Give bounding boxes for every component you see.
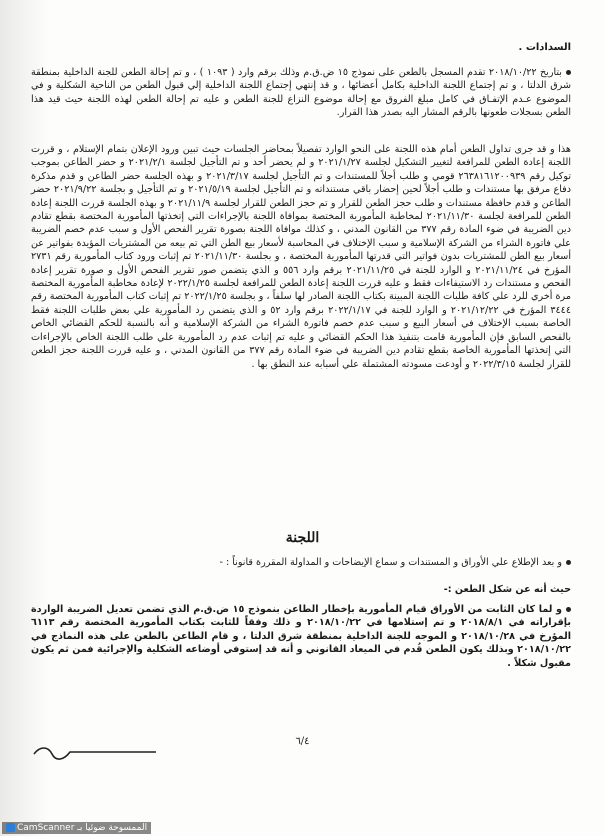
header-note: السدادات .: [518, 42, 571, 53]
scanner-watermark: CamScanner الممسوحة ضوئيا بـ: [2, 822, 151, 834]
section-title: اللجنة: [285, 530, 320, 546]
paragraph-3-text: و بعد الإطلاع علي الأوراق و المستندات و سماع الإيضاحات و المداولة المقررة قانوناً : -: [219, 557, 562, 568]
camscanner-logo-icon: [6, 823, 15, 832]
bullet-icon: [566, 607, 571, 612]
paragraph-4: [31, 603, 571, 670]
signature-mark: [30, 740, 160, 764]
paragraph-1-text: بتاريخ ٢٠١٨/١٠/٢٢ تقدم المسجل بالطعن على نموذج ١٥ ض.ق.م وذلك برقم وارد ( ١٠٩٣ ) ، و تم إحالة الطعن للجنة الداخلية بمنطقة شرق الدلتا ، و تم إجتماع اللجنة الداخلية بكامل أعضائها ، و قد إنتهي إجتماع اللجنة الداخلية إلي قبول الطعن من الناحية الشكلية و في الموضوع عـدم الإتفـاق في كامل مبلغ الفروق مع إحالة موضوع النزاع للجنة الطعن و عليه تم إحالة الطعن لهذه اللجنة حيث قيد هذا الطعن بسجلات طعونها بالرقم المشار اليه بصدر هذا القرار.: [31, 67, 571, 119]
paragraph-4-text: و لما كان الثابت من الأوراق قيام المأمورية بإخطار الطاعن بنموذج ١٥ ض.ق.م الذي تضمن تعديل الضريبة الواردة بإقراراته في ٢٠١٨/٨/١ و تم إستلامها في ٢٠١٨/١٠/٢٢ و ذلك وفقاً للثابت بكتاب المأمورية المختصة رقم ٦١١٣ المؤرخ في ٢٠١٨/١٠/٢٨ و الموجه للجنة الداخلية بمنطقة شرق الدلتا ، و قام الطاعن بالطعن على هذه النماذج في ٢٠١٨/١٠/٢٢ وبذلك يكون الطعن قُدم في الميعاد القانوني و أنه قد إستوفي أوضاعه الشكلية والإجرائية فمن ثم يكون مقبول شكلاً .: [31, 604, 572, 669]
bullet-icon: [566, 560, 571, 565]
subheading: حيث أنه عن شكل الطعن :-: [443, 584, 571, 595]
page-fold-shadow: [0, 0, 48, 836]
paragraph-3: [31, 556, 571, 569]
paragraph-2-text: هذا و قد جرى تداول الطعن أمام هذه اللجنة على النحو الوارد تفصيلاً بمحاضر الجلسات حيث تبين ورود الإعلان بتمام الإستلام ، و قررت اللجنة إعادة الطعن للمرافعة لتغيير التشكيل لجلسة ٢٠٢١/١/٢٧ و لم يحضر أحد و تم التأجيل لجلسة ٢٠٢١/٢/١ و حضر الطاعن بموجب توكيل رقم ٢٦٣٨١٦١٢٠٠٩٣٩ قومي و طلب أجلاً للمستندات و تم التأجيل لجلسة ٢٠٢١/٣/١٧ و بهذه الجلسة حضر الطاعن و قدم مذكرة دفاع مرفق بها مستندات و طلب أجلاً لحين إحضار باقي مستنداته و تم التأجيل لجلسة ٢٠٢١/٥/١٩ و تم التأجيل و بجلسة ٢٠٢١/٩/٢٢ حضر الطاعن و قدم حافظة مستندات و طلب حجز الطعن للقرار و تم حجز الطعن للقرار لجلسة ٢٠٢١/١١/٩ و بهذه الجلسة قررت اللجنة إعادة الطعن للمرافعة لجلسة ٢٠٢١/١١/٣٠ لمخاطبة المأمورية المختصة بموافاة اللجنة بالإجراءات التي إتخذتها المأمورية المختصة بقطع تقادم دين الضريبة في ضوء المادة رقم ٣٧٧ من القانون المدني ، و كذلك موافاة اللجنة بصورة تقرير الفحص الأول و سبب عدم خصم الضريبة علي فاتورة الشراء من الشركة الإسلامية و سبب الإختلاف في المحاسبة لأسعار بيع الطن التي تم بيعه من المشتريات المؤيدة بفواتير عن أسعار بيع الطن للمشتريات بدون فواتير التي قدرتها المأمورية المختصة ، و بجلسة ٢٠٢١/١١/٣٠ تم إثبات ورود كتاب المأمورية رقم ٢٧٣١ المؤرخ في ٢٠٢١/١١/٢٤ و الوارد للجنة في ٢٠٢١/١١/٢٥ برقم وارد ٥٥٦ و الذي يتضمن صور تقرير الفحص الأول و صورة تقرير إعادة الفحص و مستندات رد الاستيفاءات فقط و عليه قررت اللجنة إعادة الطعن للمرافعة لجلسة ٢٠٢٢/١/٢٥ لإعادة مخاطبة المأمورية المختصة مرة أخري للرد علي كافة طلبات اللجنة المبينة بكتاب اللجنة الصادر لها سلفاً ، و بجلسة ٢٠٢٢/١/٢٥ تم إثبات كتاب المأمورية المختصة رقم ٣٤٤٤ المؤرخ في ٢٠٢١/١٢/٢٢ و الوارد للجنة في ٢٠٢٢/١/١٧ برقم وارد ٥٢ و الذي يتضمن رد المأمورية علي بعض طلبات اللجنة فقط الخاصة بسبب الإختلاف في أسعار البيع و سبب عدم خصم فاتورة الشراء من الشركة الإسلامية و أنه بالنسبة للحكم القضائي الخاص بالفحص السابق فإن المأمورية قامت بتنفيذ هذا الحكم القضائي و عليه تم إثبات عدم رد المأمورية علي طلب اللجنة الخاص بالإجراءات التي إتخذتها المأمورية الخاصة بقطع تقادم دين الضريبة في ضوء المادة رقم ٣٧٧ من القانون المدني ، و عليه قررت اللجنة حجز الطعن للقرار لجلسة ٢٠٢٢/٣/١٥ و أودعت مسودته المشتملة علي أسبابه عند النطق بها .: [31, 144, 572, 370]
paragraph-1: [31, 66, 571, 120]
bullet-icon: [566, 70, 571, 75]
paragraph-2: [31, 143, 571, 371]
page-number: ٦/٤: [295, 736, 310, 747]
